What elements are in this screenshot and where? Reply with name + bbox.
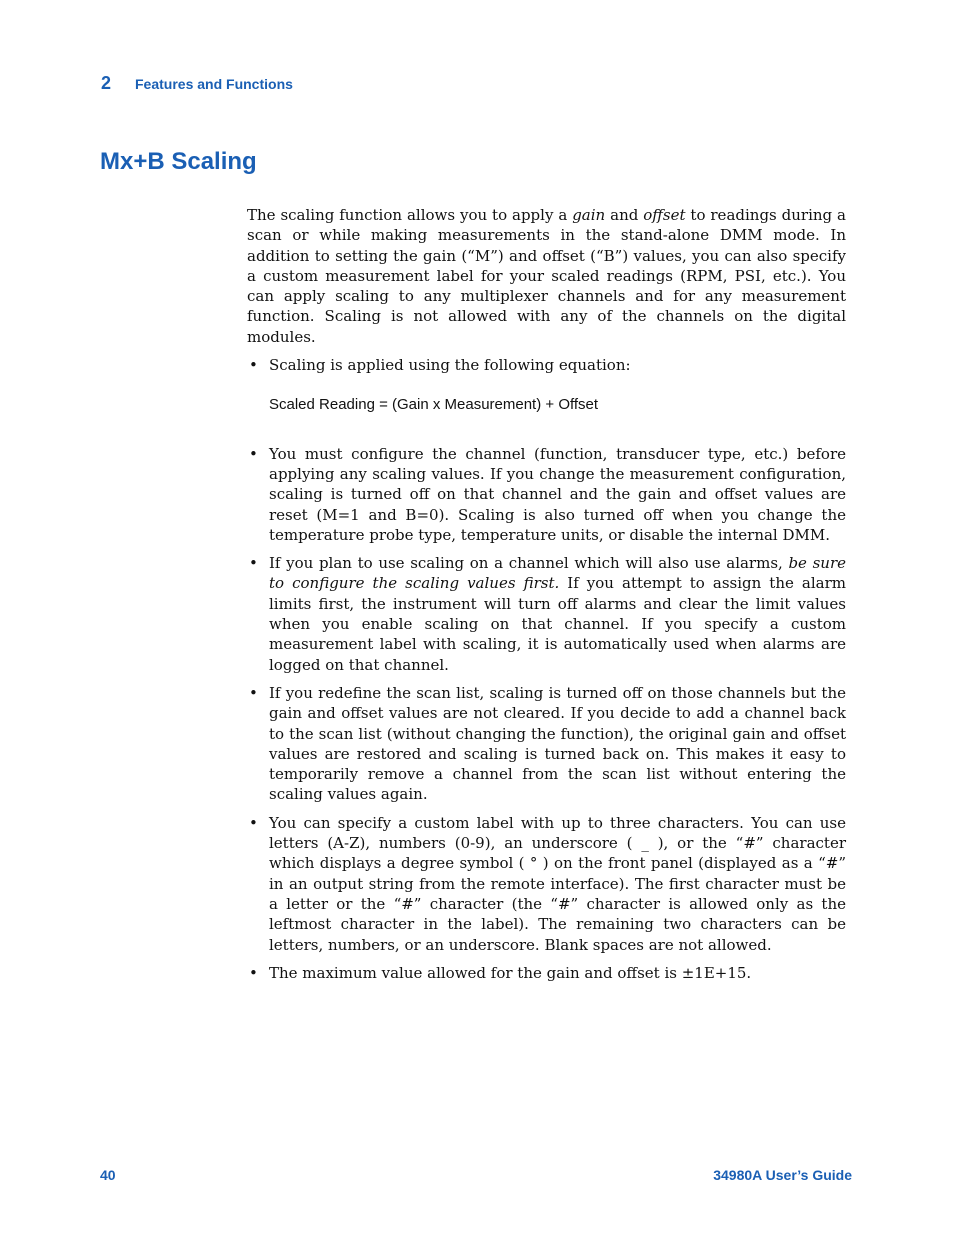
- bullet-list: [247, 355, 846, 375]
- list-item: [247, 813, 846, 955]
- intro-text-1: The scaling function allows you to apply a: [247, 206, 573, 224]
- list-item: [247, 444, 846, 545]
- intro-gain-term: gain: [572, 206, 606, 224]
- bullet-glyph: •: [249, 813, 258, 832]
- bullet-emphasis: be sure to configure the scaling values first.: [269, 554, 846, 593]
- bullet-text: If you plan to use scaling on a channel which will also use alarms,: [269, 554, 789, 573]
- chapter-number: 2: [101, 73, 112, 93]
- chapter-title: Features and Functions: [135, 76, 293, 92]
- list-item: [247, 355, 846, 375]
- bullet-glyph: •: [249, 554, 258, 573]
- bullet-glyph: •: [249, 683, 258, 702]
- bullet-text: You must configure the channel (function, transducer type, etc.) before applying any scaling values. If you change the measurement configuration, scaling is turned off on that channel and the gain and offset values are reset (M=1 and B=0). Scaling is also turned off when you change the temperature probe type, temperature units, or disable the internal DMM.: [269, 444, 846, 544]
- bullet-list: [247, 444, 846, 983]
- bullet-text: The maximum value allowed for the gain and offset is ±1E+15.: [269, 963, 752, 982]
- section-body: [247, 205, 846, 991]
- bullet-text: You can specify a custom label with up to three characters. You can use letters (A-Z), numbers (0-9), an underscore ( _ ), or the “#” character which displays a degree symbol ( ° ) on the front panel (displayed as a “#” in an output string from the remote interface). The first character must be a letter or the “#” character (the “#” character is allowed only as the leftmost character in the label). The remaining two characters can be letters, numbers, or an underscore. Blank spaces are not allowed.: [269, 813, 846, 954]
- scaling-equation: Scaled Reading = (Gain x Measurement) + Offset: [269, 396, 599, 414]
- bullet-glyph: •: [249, 963, 258, 982]
- section-title: Mx+B Scaling: [100, 148, 257, 175]
- bullet-glyph: •: [249, 356, 258, 375]
- running-header: [101, 73, 293, 94]
- bullet-text: Scaling is applied using the following equation:: [269, 356, 631, 375]
- list-item: [247, 683, 846, 805]
- intro-text-2: and: [605, 206, 644, 224]
- intro-text-3: to readings during a scan or while making measurements in the stand-alone DMM mode. In addition to setting the gain (“M”) and offset (“B”) values, you can also specify a custom measurement label for your scaled readings (RPM, PSI, etc.). You can apply scaling to any multiplexer channels and for any measurement function. Scaling is not allowed with any of the channels on the digital modules.: [247, 206, 846, 346]
- bullet-text: If you attempt to assign the alarm limits first, the instrument will turn off alarms and clear the limit values when you enable scaling on that channel. If you specify a custom measurement label with scaling, it is automatically used when alarms are logged on that channel.: [269, 574, 846, 674]
- bullet-glyph: •: [249, 444, 258, 463]
- list-item: [247, 553, 846, 675]
- list-item: [247, 963, 846, 983]
- guide-title: 34980A User’s Guide: [713, 1167, 852, 1183]
- page-number: 40: [100, 1167, 116, 1183]
- intro-paragraph: [247, 205, 846, 347]
- intro-offset-term: offset: [643, 206, 686, 224]
- bullet-text: If you redefine the scan list, scaling is turned off on those channels but the gain and offset values are not cleared. If you decide to add a channel back to the scan list (without changing the function), the original gain and offset values are restored and scaling is turned back on. This makes it easy to temporarily remove a channel from the scan list without entering the scaling values again.: [269, 683, 846, 804]
